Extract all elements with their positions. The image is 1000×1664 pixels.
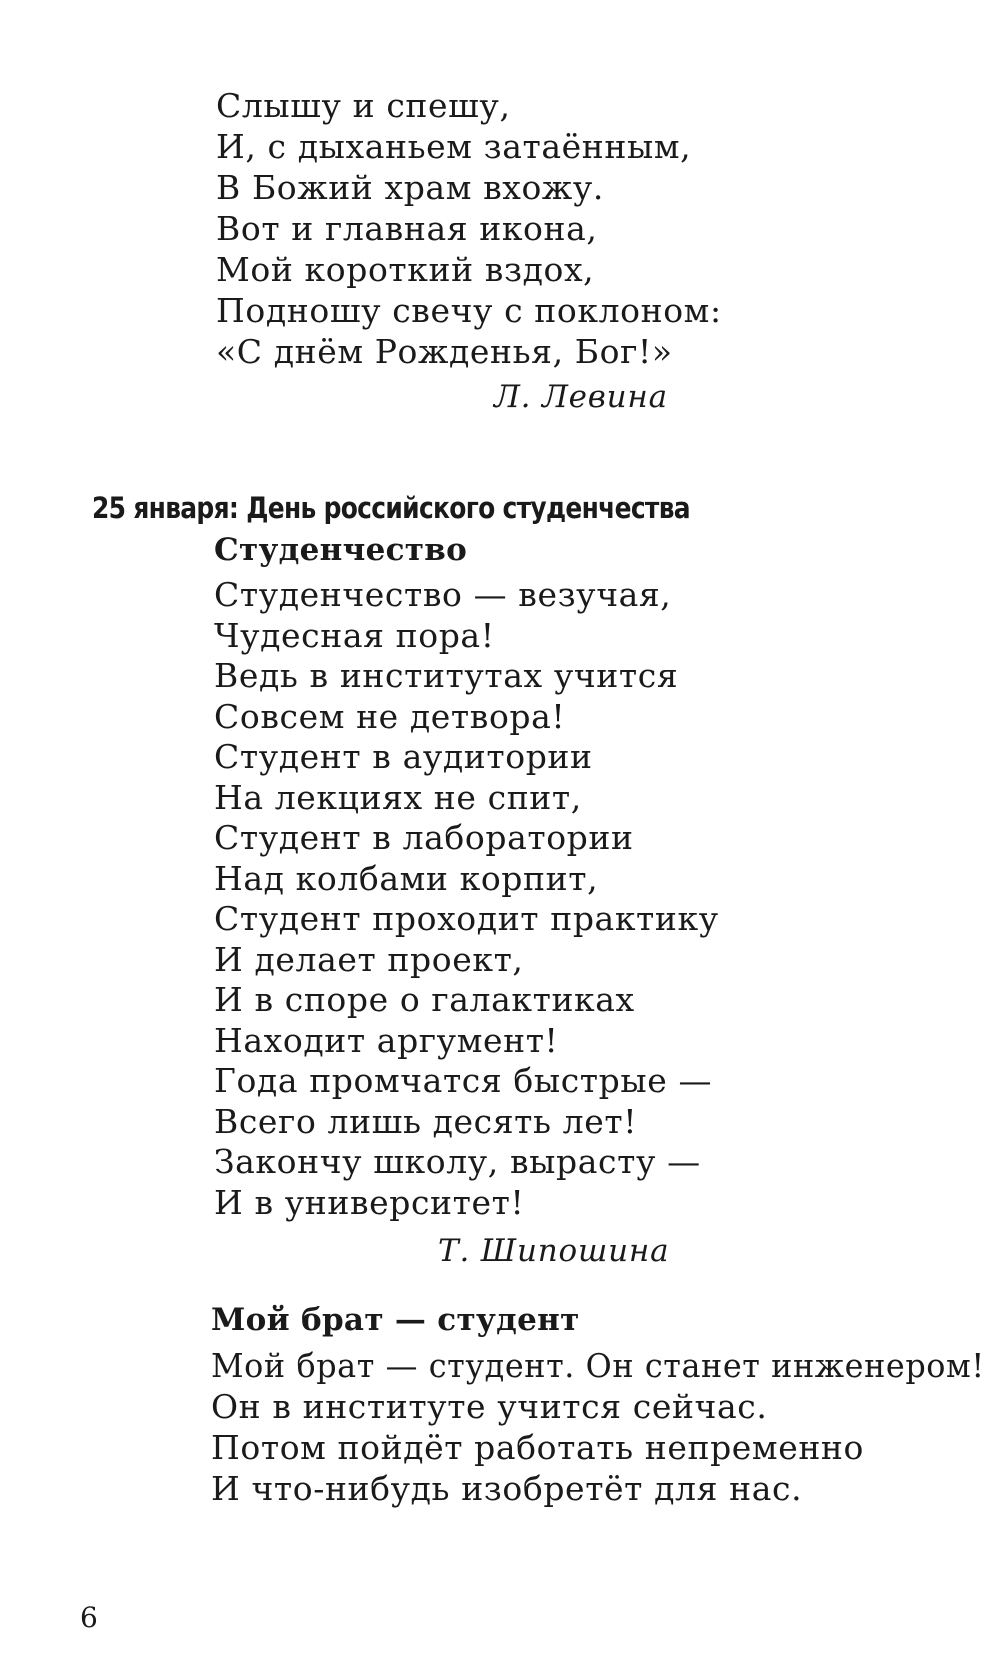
- poem-line: Совсем не детвора!: [214, 697, 566, 736]
- poem-line: И что-нибудь изобретёт для нас.: [211, 1469, 803, 1508]
- poem-line: Слышу и спешу,: [216, 86, 511, 125]
- poem-line: Чудесная пора!: [214, 616, 495, 655]
- poem-line: И в споре о галактиках: [214, 980, 635, 1019]
- poem-line: Ведь в институтах учится: [214, 656, 679, 695]
- poem-line: Потом пойдёт работать непременно: [211, 1428, 864, 1467]
- poem-line: Года промчатся быстрые —: [214, 1061, 713, 1100]
- poem-title: Студенчество: [214, 532, 468, 568]
- poem-line: «С днём Рожденья, Бог!»: [216, 332, 673, 371]
- poem-line: И делает проект,: [214, 940, 524, 979]
- poem-line: Подношу свечу с поклоном:: [216, 291, 722, 330]
- poem-line: Мой брат — студент. Он станет инженером!: [211, 1346, 985, 1385]
- poem-line: Всего лишь десять лет!: [214, 1102, 638, 1141]
- poem-author: Т. Шипошина: [438, 1233, 670, 1269]
- page-number: 6: [80, 1601, 98, 1634]
- poem-line: Над колбами корпит,: [214, 859, 599, 898]
- poem-line: Студент в аудитории: [214, 737, 593, 776]
- poem-line: Вот и главная икона,: [216, 209, 598, 248]
- poem-line: Мой короткий вздох,: [216, 250, 595, 289]
- poem-line: Студент в лаборатории: [214, 818, 634, 857]
- poem-line: Он в институте учится сейчас.: [211, 1387, 768, 1426]
- poem-line: И, с дыханьем затаённым,: [216, 127, 692, 166]
- poem-line: Студенчество — везучая,: [214, 575, 672, 614]
- poem-line: На лекциях не спит,: [214, 778, 582, 817]
- poem-author: Л. Левина: [494, 379, 668, 415]
- poem-line: Студент проходит практику: [214, 899, 719, 938]
- section-heading: 25 января: День российского студенчества: [92, 491, 690, 525]
- poem-line: Закончу школу, вырасту —: [214, 1142, 701, 1181]
- poem-line: Находит аргумент!: [214, 1021, 559, 1060]
- poem-line: В Божий храм вхожу.: [216, 168, 604, 207]
- poem-line: И в университет!: [214, 1183, 525, 1222]
- poem-title: Мой брат — студент: [211, 1302, 580, 1338]
